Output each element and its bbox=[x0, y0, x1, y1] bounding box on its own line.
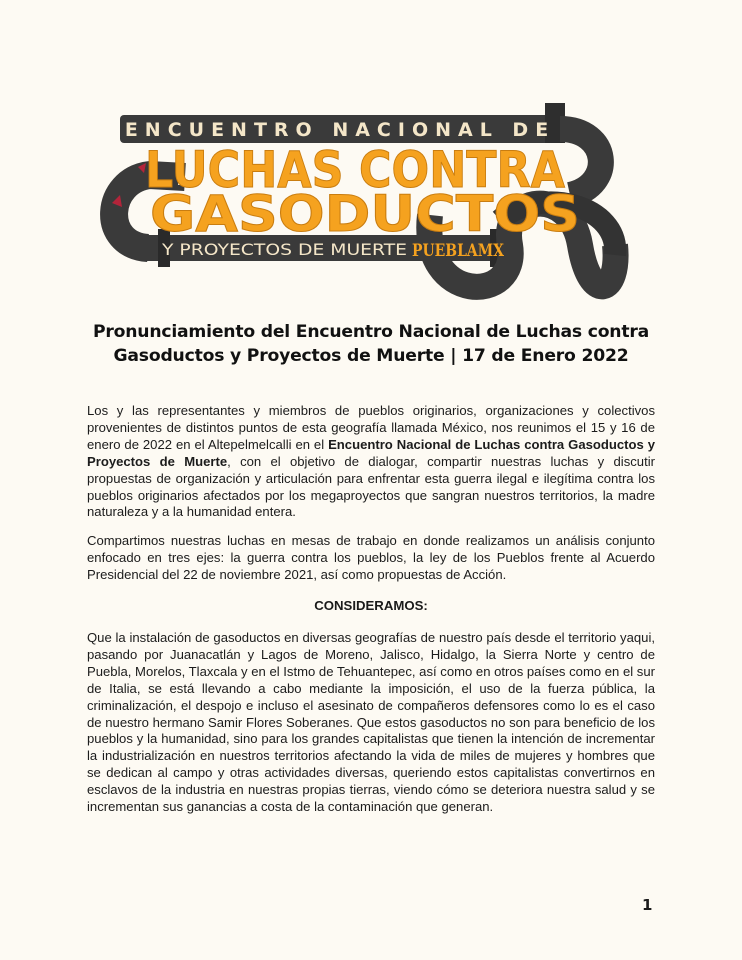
logo-line4-accent: PUEBLAMX bbox=[412, 241, 505, 261]
page-number: 1 bbox=[642, 896, 653, 914]
logo-line4: Y PROYECTOS DE MUERTE bbox=[160, 240, 407, 259]
intro-text-part1: Los y las representantes y miembros de pueblos originarios, organizaciones y colectivos provenientes de distintos puntos de esta geografía llamada México, nos reunimos el 15 y 16 de enero de 2022 en el Altepelmelcalli en el bbox=[87, 403, 655, 452]
logo-line2: LUCHAS CONTRA bbox=[145, 141, 566, 199]
logo-line1: ENCUENTRO NACIONAL DE bbox=[124, 119, 556, 141]
section-heading-consideramos: CONSIDERAMOS: bbox=[314, 598, 428, 613]
title-line-1: Pronunciamiento del Encuentro Nacional de Luchas contra bbox=[92, 322, 650, 342]
pipeline-logo-graphic bbox=[100, 95, 630, 305]
logo-line3: GASODUCTOS bbox=[150, 185, 580, 243]
title-line-2: Gasoductos y Proyectos de Muerte | 17 de Enero 2022 bbox=[113, 346, 629, 366]
intro-event-name: Encuentro Nacional de Luchas contra Gasoductos y Proyectos de Muerte bbox=[87, 436, 656, 469]
paragraph-considerations: Que la instalación de gasoductos en diversas geografías de nuestro país desde el territorio yaqui, pasando por Juanacatlán y Lagos de Moreno, Jalisco, Hidalgo, la Sierra Norte y centro de Puebla, Morelos, Tlaxcala y en el Istmo de Tehuantepec, así como en otros países como en el sur de Italia, se está llevando a cabo mediante la imposición, el uso de la fuerza pública, la criminalización, el despojo e incluso el asesinato de compañeros defensores como lo es el caso de nuestro hermano Samir Flores Soberanes. Que estos gasoductos no son para beneficio de los pueblos y la humanidad, sino para los grandes capitalistas que tienen la intención de incrementar la industrialización en nuestros territorios afectando la vida de miles de mujeres y hombres que se dedican al campo y otras actividades diversas, queriendo estos capitalistas convertirnos en esclavos de la industria en nuestras propias tierras, viendo cómo se deteriora nuestra salud y se incrementan sus ganancias a costa de la contaminación que generan. bbox=[87, 630, 655, 815]
paragraph-work-tables: Compartimos nuestras luchas en mesas de trabajo en donde realizamos un análisis conjunto enfocado en tres ejes: la guerra contra los pueblos, la ley de los Pueblos frente al Acuerdo Presidencial del 22 de noviembre 2021, así como propuestas de Acción. bbox=[87, 533, 655, 582]
intro-text-part2: , con el objetivo de dialogar, compartir nuestras luchas y discutir propuestas de organización y articulación para enfrentar esta guerra ilegal e ilegítima contra los pueblos originarios afectados por los megaproyectos que sangran nuestros territorios, la madre naturaleza y a la humanidad entera. bbox=[87, 453, 655, 520]
paragraph-intro bbox=[87, 403, 655, 521]
document-title bbox=[60, 320, 682, 368]
event-logo bbox=[100, 95, 630, 305]
